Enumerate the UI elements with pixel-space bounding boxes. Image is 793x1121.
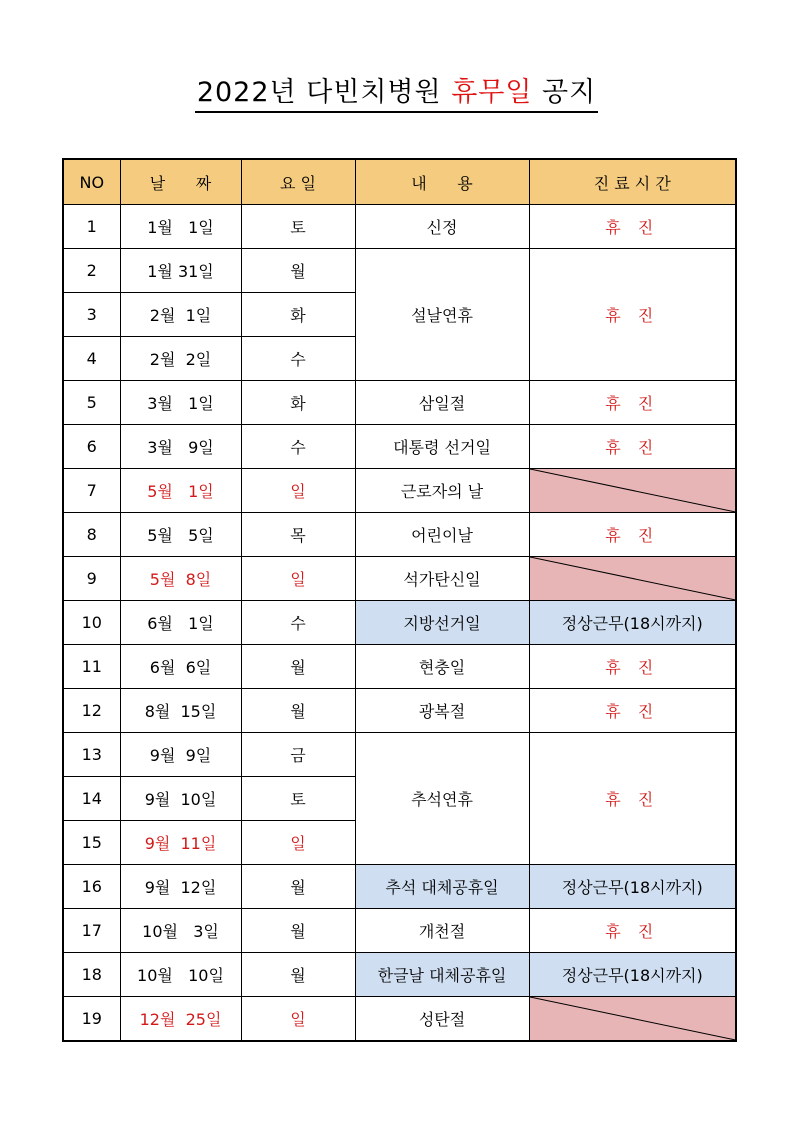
row-day: 월 (241, 249, 355, 293)
row-date: 8월 15일 (120, 689, 241, 733)
table-row (63, 645, 736, 689)
header-day: 요 일 (241, 159, 355, 205)
row-date: 9월 10일 (120, 777, 241, 821)
row-content: 한글날 대체공휴일 (355, 953, 529, 997)
row-hours-closed: 휴 진 (529, 689, 736, 733)
title-wrap (195, 76, 598, 113)
row-no: 5 (63, 381, 120, 425)
row-date: 9월 9일 (120, 733, 241, 777)
row-content: 신정 (355, 205, 529, 249)
row-hours-closed: 휴 진 (529, 645, 736, 689)
row-no: 17 (63, 909, 120, 953)
row-content: 개천절 (355, 909, 529, 953)
row-date: 1월 31일 (120, 249, 241, 293)
title-highlight: 휴무일 (451, 77, 533, 108)
row-date: 2월 1일 (120, 293, 241, 337)
row-hours-closed: 휴 진 (529, 381, 736, 425)
table-row (63, 557, 736, 601)
row-day: 토 (241, 205, 355, 249)
header-no: NO (63, 159, 120, 205)
row-date: 12월 25일 (120, 997, 241, 1042)
row-hours-empty (529, 469, 736, 513)
row-no: 16 (63, 865, 120, 909)
table-row (63, 381, 736, 425)
row-hours-empty (529, 557, 736, 601)
row-day: 일 (241, 557, 355, 601)
table-row (63, 865, 736, 909)
row-day: 월 (241, 953, 355, 997)
row-no: 3 (63, 293, 120, 337)
row-date: 5월 1일 (120, 469, 241, 513)
row-content: 대통령 선거일 (355, 425, 529, 469)
row-hours-normal: 정상근무(18시까지) (529, 953, 736, 997)
row-hours-closed: 휴 진 (529, 513, 736, 557)
row-date: 5월 5일 (120, 513, 241, 557)
row-date: 3월 9일 (120, 425, 241, 469)
header-hours: 진 료 시 간 (529, 159, 736, 205)
row-no: 9 (63, 557, 120, 601)
row-no: 12 (63, 689, 120, 733)
row-no: 19 (63, 997, 120, 1042)
table-row (63, 953, 736, 997)
table-row (63, 601, 736, 645)
row-date: 9월 12일 (120, 865, 241, 909)
header-date: 날 짜 (120, 159, 241, 205)
row-day: 토 (241, 777, 355, 821)
table-row (63, 689, 736, 733)
diagonal-slash (530, 469, 736, 512)
row-day: 수 (241, 337, 355, 381)
row-day: 금 (241, 733, 355, 777)
holiday-table (62, 158, 737, 1042)
row-day: 수 (241, 425, 355, 469)
table-row (63, 205, 736, 249)
row-no: 8 (63, 513, 120, 557)
row-day: 수 (241, 601, 355, 645)
row-no: 18 (63, 953, 120, 997)
row-date: 1월 1일 (120, 205, 241, 249)
row-no: 14 (63, 777, 120, 821)
row-content: 삼일절 (355, 381, 529, 425)
diagonal-slash (530, 997, 736, 1040)
row-hours-closed: 휴 진 (529, 909, 736, 953)
row-hours-closed: 휴 진 (529, 205, 736, 249)
table-row (63, 425, 736, 469)
row-no: 11 (63, 645, 120, 689)
page-title (0, 76, 793, 113)
row-no: 10 (63, 601, 120, 645)
row-day: 월 (241, 645, 355, 689)
row-day: 일 (241, 997, 355, 1042)
row-hours-closed: 휴 진 (529, 425, 736, 469)
table-row (63, 513, 736, 557)
header-content: 내 용 (355, 159, 529, 205)
row-hours-empty (529, 997, 736, 1042)
row-content: 추석 대체공휴일 (355, 865, 529, 909)
table-row (63, 909, 736, 953)
table-row (63, 249, 736, 293)
row-content: 어린이날 (355, 513, 529, 557)
row-date: 9월 11일 (120, 821, 241, 865)
row-date: 6월 6일 (120, 645, 241, 689)
row-date: 6월 1일 (120, 601, 241, 645)
row-content: 근로자의 날 (355, 469, 529, 513)
row-no: 1 (63, 205, 120, 249)
row-date: 5월 8일 (120, 557, 241, 601)
row-content: 추석연휴 (355, 733, 529, 865)
row-hours-closed: 휴 진 (529, 733, 736, 865)
table-row (63, 469, 736, 513)
row-day: 월 (241, 909, 355, 953)
row-date: 10월 3일 (120, 909, 241, 953)
row-content: 현충일 (355, 645, 529, 689)
row-day: 화 (241, 381, 355, 425)
row-hours-normal: 정상근무(18시까지) (529, 601, 736, 645)
row-day: 일 (241, 469, 355, 513)
row-no: 6 (63, 425, 120, 469)
diagonal-slash (530, 557, 736, 600)
row-hours-normal: 정상근무(18시까지) (529, 865, 736, 909)
row-no: 15 (63, 821, 120, 865)
row-hours-closed: 휴 진 (529, 249, 736, 381)
row-day: 일 (241, 821, 355, 865)
row-no: 13 (63, 733, 120, 777)
row-content: 광복절 (355, 689, 529, 733)
title-prefix: 2022년 다빈치병원 (196, 77, 452, 108)
row-date: 10월 10일 (120, 953, 241, 997)
row-content: 석가탄신일 (355, 557, 529, 601)
row-no: 7 (63, 469, 120, 513)
title-suffix: 공지 (532, 77, 597, 108)
row-day: 월 (241, 865, 355, 909)
header-row (63, 159, 736, 205)
row-day: 목 (241, 513, 355, 557)
row-content: 설날연휴 (355, 249, 529, 381)
row-day: 화 (241, 293, 355, 337)
row-date: 3월 1일 (120, 381, 241, 425)
row-no: 2 (63, 249, 120, 293)
row-day: 월 (241, 689, 355, 733)
row-no: 4 (63, 337, 120, 381)
row-content: 지방선거일 (355, 601, 529, 645)
table-row (63, 997, 736, 1042)
row-content: 성탄절 (355, 997, 529, 1042)
table-row (63, 733, 736, 777)
row-date: 2월 2일 (120, 337, 241, 381)
